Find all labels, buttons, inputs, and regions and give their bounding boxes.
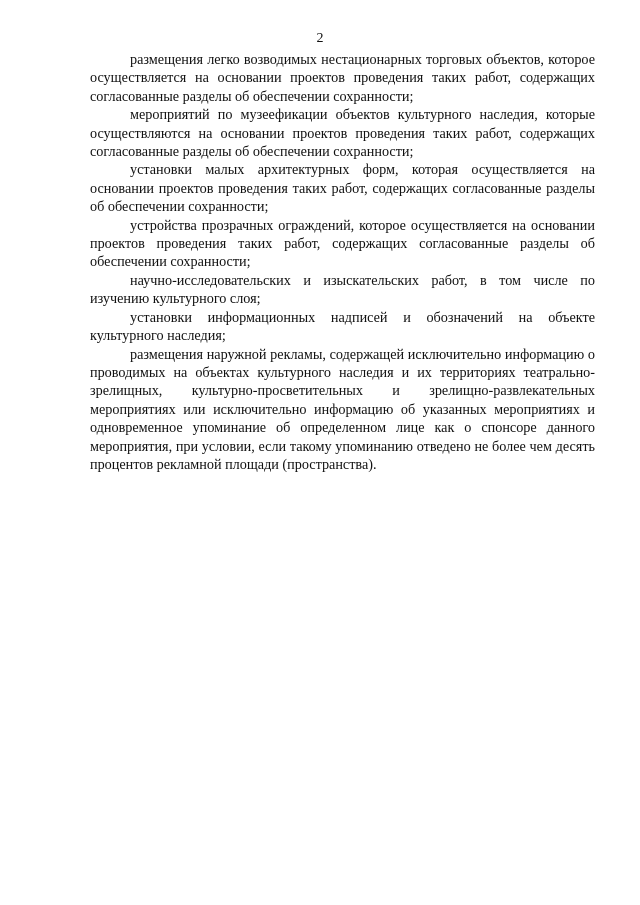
page-number: 2 — [316, 31, 324, 46]
paragraph-nonstationary-trade-objects: размещения легко возводимых нестационарных торговых объектов, которое осуществляется на основании проектов проведения таких работ, содержащих согласованные разделы об обеспечении сохранности; — [90, 52, 595, 105]
paragraph-transparent-fences: устройства прозрачных ограждений, которое осуществляется на основании проектов проведения таких работ, содержащих согласованные разделы об обеспечении сохранности; — [90, 217, 595, 271]
paragraph-information-signs: установки информационных надписей и обозначений на объекте культурного наследия; — [90, 309, 595, 345]
paragraph-museumification: мероприятий по музеефикации объектов культурного наследия, которые осуществляются на основании проектов проведения таких работ, содержащих согласованные разделы об обеспечении сохранности; — [90, 107, 595, 161]
document-body — [90, 51, 595, 474]
paragraph-research-works: научно-исследовательских и изыскательских работ, в том числе по изучению культурного слоя; — [90, 272, 595, 308]
paragraph-outdoor-advertising: размещения наружной рекламы, содержащей исключительно информацию о проводимых на объектах культурного наследия и их территориях театрально-зрелищных, культурно-просветительных и зрелищно-развлекательных мероприятиях или исключительно информацию об указанных мероприятиях и одновременное упоминание об определенном лице как о спонсоре данного мероприятия, при условии, если такому упоминанию отведено не более чем десять процентов рекламной площади (пространства). — [90, 346, 595, 473]
paragraph-small-architectural-forms: установки малых архитектурных форм, которая осуществляется на основании проектов проведения таких работ, содержащих согласованные разделы об обеспечении сохранности; — [90, 162, 595, 216]
